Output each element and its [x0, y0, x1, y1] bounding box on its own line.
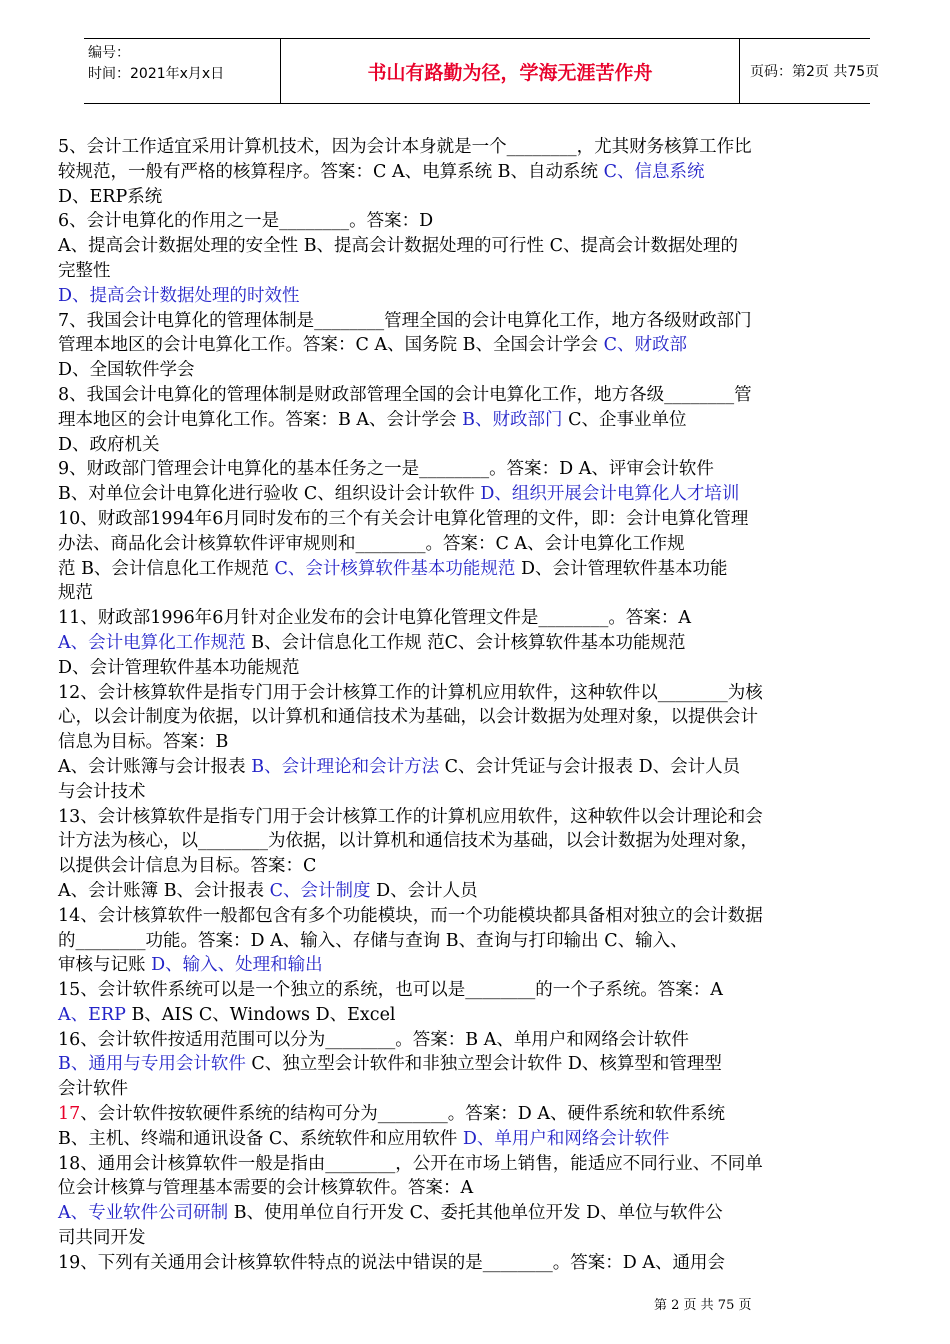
- line-text: C、会计凭证与会计报表 D、会计人员: [439, 756, 741, 777]
- text-line: [58, 1176, 894, 1201]
- line-text: C、企事业单位: [562, 409, 687, 430]
- text-line: [58, 185, 894, 210]
- line-text: B、对单位会计电算化进行验收 C、组织设计会计软件: [58, 484, 481, 505]
- text-line: [58, 209, 894, 234]
- text-line: [58, 681, 894, 706]
- line-text: 5、会计工作适宜采用计算机技术，因为会计本身就是一个________，尤其财务核算工作比: [58, 137, 752, 157]
- line-text: B、AIS C、Windows D、Excel: [125, 1004, 396, 1025]
- text-line: [58, 408, 894, 433]
- text-line: [58, 383, 894, 408]
- text-line: [58, 1052, 894, 1077]
- blue-answer-text: A、会计电算化工作规范: [58, 632, 246, 653]
- line-text: 理本地区的会计电算化工作。答案：B A、会计学会: [58, 409, 463, 430]
- text-line: [58, 904, 894, 929]
- line-text: D、会计人员: [370, 880, 478, 901]
- text-line: [58, 953, 894, 978]
- text-line: [58, 879, 894, 904]
- line-text: 的________功能。答案：D A、输入、存储与查询 B、查询与打印输出 C、输入、: [58, 930, 688, 951]
- text-line: [58, 309, 894, 334]
- red-answer-text: 17: [58, 1104, 81, 1125]
- line-text: 7、我国会计电算化的管理体制是________管理全国的会计电算化工作，地方各级财政部门: [58, 310, 752, 331]
- blue-answer-text: C、财政部: [603, 335, 687, 356]
- line-text: 15、会计软件系统可以是一个独立的系统，也可以是________的一个子系统。答案：A: [58, 980, 723, 1001]
- line-text: B、会计信息化工作规 范C、会计核算软件基本功能规范: [245, 632, 686, 653]
- blue-answer-text: B、财政部门: [462, 409, 563, 430]
- blue-answer-text: B、通用与专用会计软件: [58, 1054, 246, 1075]
- text-line: [58, 532, 894, 557]
- blue-answer-text: A、ERP: [58, 1004, 126, 1025]
- line-text: 6、会计电算化的作用之一是________。答案：D: [58, 211, 434, 232]
- serial-label: 编号：: [88, 45, 130, 61]
- line-text: 计方法为核心，以________为依据，以计算机和通信技术为基础，以会计数据为处理对象，: [58, 831, 758, 852]
- line-text: 较规范，一般有严格的核算程序。答案：C A、电算系统 B、自动系统: [58, 161, 604, 182]
- text-line: [58, 1102, 894, 1127]
- time-label: 时间：2021年x月x日: [88, 66, 225, 82]
- text-line: [58, 1028, 894, 1053]
- line-text: 信息为目标。答案：B: [58, 732, 229, 753]
- blue-answer-text: C、会计制度: [269, 880, 371, 901]
- text-line: [58, 1201, 894, 1226]
- line-text: 以提供会计信息为目标。答案：C: [58, 856, 317, 877]
- text-line: [58, 1127, 894, 1152]
- text-line: [58, 433, 894, 458]
- header-meta: [84, 39, 280, 103]
- text-line: [58, 929, 894, 954]
- blue-answer-text: B、会计理论和会计方法: [251, 756, 440, 777]
- text-line: [58, 656, 894, 681]
- text-line: [58, 284, 894, 309]
- text-line: [58, 482, 894, 507]
- line-text: A、会计账簿 B、会计报表: [58, 880, 270, 901]
- line-text: 办法、商品化会计核算软件评审规则和________。答案：C A、会计电算化工作规: [58, 533, 685, 554]
- line-text: D、全国软件学会: [58, 360, 195, 381]
- blue-answer-text: D、提高会计数据处理的时效性: [58, 285, 300, 306]
- text-line: [58, 1251, 894, 1276]
- line-text: A、会计账簿与会计报表: [58, 756, 252, 777]
- line-text: 与会计技术: [58, 781, 146, 802]
- text-line: [58, 805, 894, 830]
- line-text: C、独立型会计软件和非独立型会计软件 D、核算型和管理型: [245, 1054, 722, 1075]
- line-text: 范 B、会计信息化工作规范: [58, 558, 275, 579]
- text-line: [58, 1226, 894, 1251]
- line-text: 18、通用会计核算软件一般是指由________，公开在市场上销售，能适应不同行业、不同单: [58, 1153, 763, 1174]
- text-line: [58, 705, 894, 730]
- line-text: 会计软件: [58, 1079, 128, 1100]
- line-text: 13、会计核算软件是指专门用于会计核算工作的计算机应用软件，这种软件以会计理论和会: [58, 806, 763, 827]
- line-text: 司共同开发: [58, 1228, 146, 1249]
- line-text: 11、财政部1996年6月针对企业发布的会计电算化管理文件是________。答案：A: [58, 608, 692, 629]
- line-text: 14、会计核算软件一般都包含有多个功能模块，而一个功能模块都具备相对独立的会计数据: [58, 905, 763, 926]
- text-line: [58, 507, 894, 532]
- line-text: 心，以会计制度为依据，以计算机和通信技术为基础，以会计数据为处理对象，以提供会计: [58, 707, 758, 728]
- page-header: [84, 38, 880, 104]
- text-line: [58, 333, 894, 358]
- line-text: 位会计核算与管理基本需要的会计核算软件。答案：A: [58, 1178, 474, 1199]
- line-text: D、政府机关: [58, 434, 160, 455]
- header-motto: 书山有路勤为径，学海无涯苦作舟: [280, 39, 740, 103]
- line-text: 16、会计软件按适用范围可以分为________。答案：B A、单用户和网络会计软件: [58, 1029, 689, 1050]
- line-text: B、主机、终端和通讯设备 C、系统软件和应用软件: [58, 1128, 463, 1149]
- text-line: [58, 854, 894, 879]
- line-text: D、会计管理软件基本功能: [515, 558, 728, 579]
- line-text: D、ERP系统: [58, 186, 163, 207]
- text-line: [58, 780, 894, 805]
- line-text: 、会计软件按软硬件系统的结构可分为________。答案：D A、硬件系统和软件系统: [80, 1104, 726, 1125]
- line-text: D、会计管理软件基本功能规范: [58, 657, 300, 678]
- question-list: [58, 135, 894, 1276]
- text-line: [58, 755, 894, 780]
- text-line: [58, 234, 894, 259]
- blue-answer-text: C、信息系统: [603, 161, 705, 182]
- blue-answer-text: A、专业软件公司研制: [58, 1203, 229, 1224]
- text-line: [58, 1077, 894, 1102]
- line-text: 8、我国会计电算化的管理体制是财政部管理全国的会计电算化工作，地方各级________管: [58, 384, 752, 405]
- text-line: [58, 978, 894, 1003]
- line-text: 9、财政部门管理会计电算化的基本任务之一是________。答案：D A、评审会计软件: [58, 459, 714, 480]
- line-text: 10、财政部1994年6月同时发布的三个有关会计电算化管理的文件，即：会计电算化管理: [58, 508, 749, 529]
- text-line: [58, 829, 894, 854]
- text-line: [58, 1152, 894, 1177]
- blue-answer-text: D、输入、处理和输出: [151, 955, 323, 976]
- text-line: [58, 135, 894, 160]
- text-line: [58, 259, 894, 284]
- line-text: B、使用单位自行开发 C、委托其他单位开发 D、单位与软件公: [228, 1203, 723, 1224]
- line-text: 审核与记账: [58, 955, 152, 976]
- text-line: [58, 358, 894, 383]
- line-text: 规范: [58, 583, 93, 604]
- line-text: 管理本地区的会计电算化工作。答案：C A、国务院 B、全国会计学会: [58, 335, 604, 356]
- line-text: 完整性: [58, 260, 111, 281]
- blue-answer-text: C、会计核算软件基本功能规范: [274, 558, 516, 579]
- line-text: 12、会计核算软件是指专门用于会计核算工作的计算机应用软件，这种软件以________为核: [58, 682, 763, 703]
- page-footer: 第 2 页 共 75 页: [654, 1298, 752, 1313]
- header-page-code: 页码：第2页 共75页: [750, 64, 880, 80]
- text-line: [58, 160, 894, 185]
- text-line: [58, 730, 894, 755]
- text-line: [58, 581, 894, 606]
- text-line: [58, 631, 894, 656]
- blue-answer-text: D、单用户和网络会计软件: [462, 1128, 670, 1149]
- line-text: 19、下列有关通用会计核算软件特点的说法中错误的是________。答案：D A、通用会: [58, 1252, 725, 1273]
- line-text: A、提高会计数据处理的安全性 B、提高会计数据处理的可行性 C、提高会计数据处理的: [58, 236, 739, 257]
- text-line: [58, 557, 894, 582]
- text-line: [58, 1003, 894, 1028]
- text-line: [58, 457, 894, 482]
- blue-answer-text: D、组织开展会计电算化人才培训: [480, 484, 740, 505]
- text-line: [58, 606, 894, 631]
